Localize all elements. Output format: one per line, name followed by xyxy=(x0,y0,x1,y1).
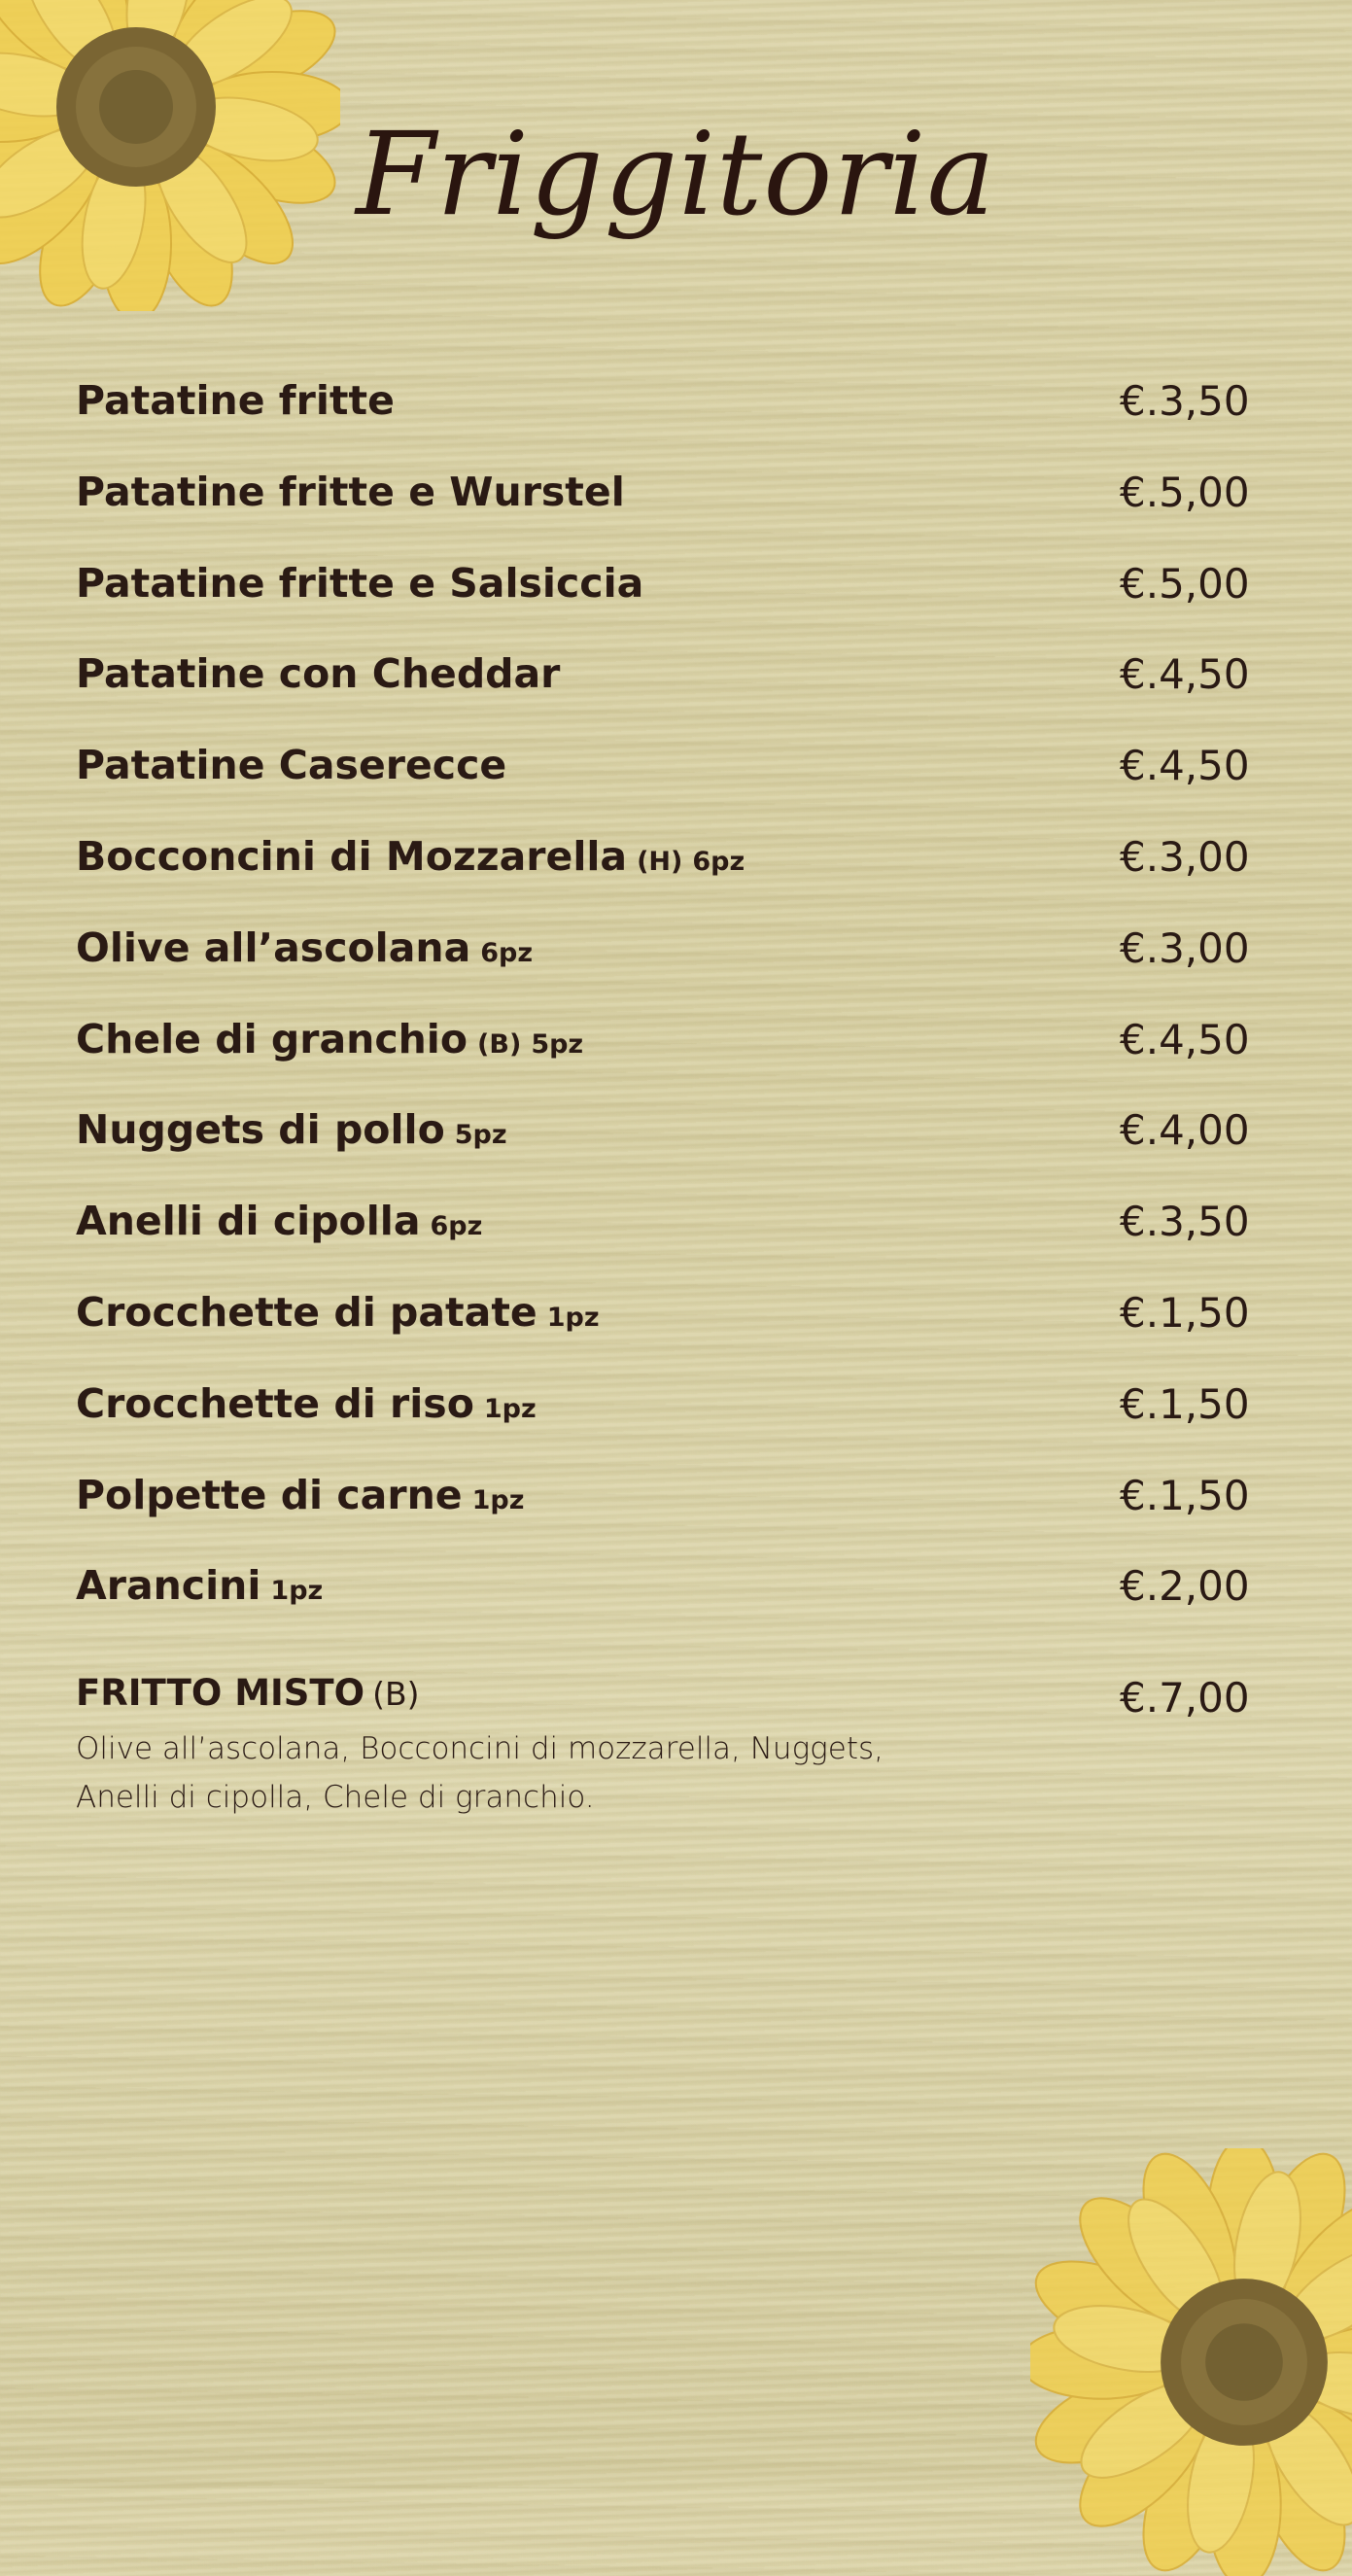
menu-item xyxy=(76,1380,1262,1472)
menu-item xyxy=(76,560,1262,651)
item-name-line xyxy=(76,742,506,788)
menu-item xyxy=(76,650,1262,742)
description-line: Olive all’ascolana, Bocconcini di mozzarella, Nuggets, xyxy=(76,1731,884,1766)
item-quantity: 1pz xyxy=(483,1393,537,1424)
item-price: €.3,00 xyxy=(1120,923,1250,972)
item-price: €.4,00 xyxy=(1120,1106,1250,1155)
item-price: €.1,50 xyxy=(1120,1379,1250,1428)
menu-item xyxy=(76,1472,1262,1563)
fritto-misto-name: FRITTO MISTO xyxy=(76,1672,365,1714)
item-price: €.1,50 xyxy=(1120,1288,1250,1337)
item-name: Crocchette di patate xyxy=(76,1288,537,1336)
item-name: Anelli di cipolla xyxy=(76,1198,421,1245)
item-quantity: 6pz xyxy=(480,937,534,968)
item-allergen: (H) xyxy=(637,846,683,877)
item-name: Patatine Caserecce xyxy=(76,742,507,789)
menu-item xyxy=(76,924,1262,1016)
item-name: Bocconcini di Mozzarella xyxy=(76,832,628,880)
item-quantity: 6pz xyxy=(692,846,745,877)
page-title: Friggitoria xyxy=(356,107,996,241)
item-name: Arancini xyxy=(76,1562,261,1610)
item-name-line xyxy=(76,650,560,697)
item-name-line xyxy=(76,924,533,971)
item-name-line xyxy=(76,1106,507,1153)
item-quantity: 5pz xyxy=(531,1028,584,1060)
item-price: €.4,50 xyxy=(1120,1015,1250,1063)
item-name: Crocchette di riso xyxy=(76,1379,474,1427)
menu-item xyxy=(76,1198,1262,1289)
item-name: Patatine con Cheddar xyxy=(76,650,561,698)
menu-item xyxy=(76,833,1262,924)
item-name-line xyxy=(76,1289,600,1336)
item-quantity: 1pz xyxy=(471,1484,525,1515)
fritto-misto-description xyxy=(76,1724,1067,1822)
item-name: Chele di granchio xyxy=(76,1015,468,1062)
fritto-misto-name-line xyxy=(76,1672,420,1714)
menu-list xyxy=(76,377,1262,1654)
fritto-misto-allergen: (B) xyxy=(372,1675,420,1713)
item-price: €.3,50 xyxy=(1120,377,1250,425)
sunflower-icon xyxy=(1030,2148,1352,2576)
menu-item xyxy=(76,742,1262,833)
menu-item xyxy=(76,1289,1262,1380)
item-price: €.5,00 xyxy=(1120,559,1250,608)
item-price: €.3,50 xyxy=(1120,1198,1250,1246)
item-price: €.4,50 xyxy=(1120,742,1250,790)
item-quantity: 1pz xyxy=(270,1576,324,1607)
item-price: €.4,50 xyxy=(1120,650,1250,699)
item-name-line xyxy=(76,1562,323,1609)
menu-item xyxy=(76,1106,1262,1198)
item-quantity: 6pz xyxy=(430,1211,483,1242)
item-name-line xyxy=(76,1380,537,1427)
description-line: Anelli di cipolla, Chele di granchio. xyxy=(76,1780,595,1815)
item-price: €.1,50 xyxy=(1120,1471,1250,1519)
menu-item xyxy=(76,1562,1262,1654)
item-price: €.2,00 xyxy=(1120,1562,1250,1611)
item-name: Polpette di carne xyxy=(76,1471,463,1518)
menu-item xyxy=(76,469,1262,560)
item-price: €.5,00 xyxy=(1120,468,1250,516)
item-name: Patatine fritte e Salsiccia xyxy=(76,559,644,607)
item-quantity: 5pz xyxy=(454,1120,507,1151)
item-price: €.3,00 xyxy=(1120,832,1250,881)
item-name-line xyxy=(76,1198,482,1244)
item-name-line xyxy=(76,1472,524,1518)
item-name: Nuggets di pollo xyxy=(76,1106,445,1154)
fritto-misto-price: €.7,00 xyxy=(1120,1674,1250,1722)
item-name: Patatine fritte xyxy=(76,377,395,424)
item-name-line xyxy=(76,560,643,607)
item-name-line xyxy=(76,377,395,424)
item-name: Olive all’ascolana xyxy=(76,923,471,971)
menu-item xyxy=(76,1016,1262,1107)
item-name-line xyxy=(76,469,625,515)
menu-item xyxy=(76,377,1262,469)
item-allergen: (B) xyxy=(477,1028,522,1060)
item-name-line xyxy=(76,1016,583,1062)
item-name: Patatine fritte e Wurstel xyxy=(76,468,625,515)
item-quantity: 1pz xyxy=(546,1302,600,1333)
item-name-line xyxy=(76,833,745,880)
